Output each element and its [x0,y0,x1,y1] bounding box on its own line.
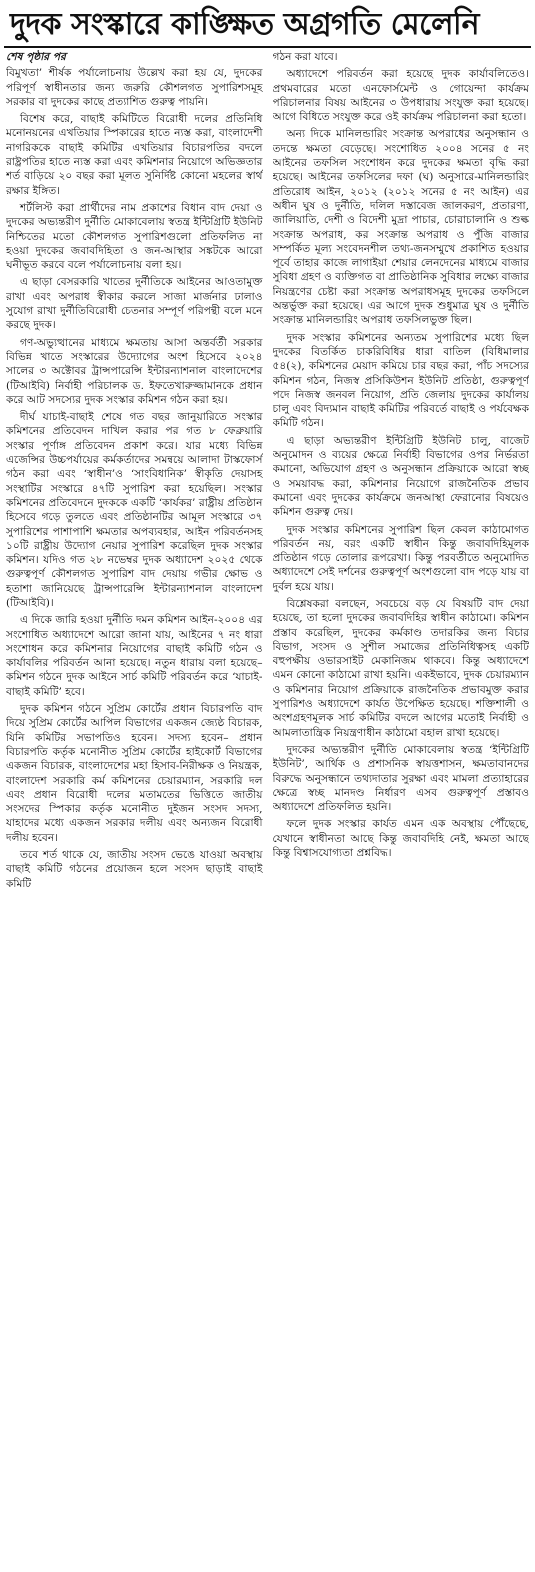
paragraph: শর্টলিস্ট করা প্রার্থীদের নাম প্রকাশের বিধান বাদ দেয়া ও দুদকের অভ্যন্তরীণ দুর্নীতি মোকাবেলায় স্বতন্ত্র ইন্টিগ্রিটি ইউনিট নিশ্চিতের মতো কৌশলগত সুপারিশগুলো প্রতিফলিত না হওয়া দুদকের জবাবদিহিতা ও জন-আস্থার সঙ্কটকে আরো ঘনীভূত করবে বলে পর্যালোচনায় বলা হয়। [6,201,263,272]
paragraph: অধ্যাদেশে পরিবর্তন করা হয়েছে দুদক কার্যাবলিতেও। প্রথমবারের মতো এনফোর্সমেন্ট ও গোয়েন্দা কার্যক্রম পরিচালনার বিষয় আইনের ৩ উপধারায় সংযুক্ত করা হয়েছে। আগে বিধিতে সংযুক্ত করে ওই কার্যক্রম পরিচালনা করা হতো। [272,68,529,124]
paragraph: তবে শর্ত থাকে যে, জাতীয় সংসদ ভেঙে যাওয়া অবস্থায় বাছাই কমিটি গঠনের প্রয়োজন হলে সংসদ ছাড়াই বাছাই কমিটি [6,849,263,890]
paragraph: এ দিকে জারি হওয়া দুর্নীতি দমন কমিশন আইন-২০০৪ এর সংশোধিত অধ্যাদেশে আরো জানা যায়, আইনের ৭ নং ধারা সংশোধন করে কমিশনার নিয়োগের বাছাই কমিটি গঠন ও কার্যাবলির পরিবর্তন আনা হয়েছে। নতুন ধারায় বলা হয়েছে– কমিশন গঠনে দুদক আইনে সার্চ কমিটি পরিবর্তন করে ‘যাচাই-বাছাই কমিটি’ হবে। [6,614,263,698]
dateline-paragraph [6,50,263,109]
paragraph: অন্য দিকে মানিলন্ডারিং সংক্রান্ত অপরাধের অনুসন্ধান ও তদন্তে ক্ষমতা বেড়েছে। সংশোধিত ২০০৪ সনের ৫ নং আইনের তফসিল সংশোধন করে দুদকের ক্ষমতা বৃদ্ধি করা হয়েছে। আইনের তফসিলের দফা (ঘ) অনুসারে-মানিলন্ডারিং প্রতিরোধ আইন, ২০১২ (২০১২ সনের ৫ নং আইন) এর অধীন ঘুষ ও দুর্নীতি, দলিল দস্তাবেজ জালকরণ, প্রতারণা, জালিয়াতি, দেশী ও বিদেশী মুদ্রা পাচার, চোরাচালানি ও শুল্ক সংক্রান্ত অপরাধ, কর সংক্রান্ত অপরাধ ও পুঁজি বাজার সম্পর্কিত মূল্য সংবেদনশীল তথ্য-জনসম্মুখে প্রকাশিত হওয়ার পূর্বে তাহার কাজে লাগাইয়া শেয়ার লেনদেনের মাধ্যমে বাজার সুবিধা গ্রহণ ও ব্যক্তিগত বা প্রাতিষ্ঠানিক সুবিধার লক্ষ্যে বাজার নিয়ন্ত্রণের চেষ্টা করা সংক্রান্ত অপরাধসমূহ দুদকের তফসিলে অন্তর্ভুক্ত করা হয়েছে। এর আগে দুদক শুধুমাত্র ঘুষ ও দুর্নীতি সংক্রান্ত মানিলন্ডারিং অপরাধ তফসিলভুক্ত ছিল। [272,128,529,327]
paragraph: দীর্ঘ যাচাই-বাছাই শেষে গত বছর জানুয়ারিতে সংস্কার কমিশনের প্রতিবেদন দাখিল করার পর গত ৮ ফেব্রুয়ারি সংস্কার পূর্ণাঙ্গ প্রতিবেদন প্রকাশ করে। যার মধ্যে বিভিন্ন এজেন্সির উচ্চপর্যায়ের কর্মকর্তাদের সমন্বয়ে আলাদা টাস্কফোর্স গঠন করা এবং ‘স্বাধীন’ও ‘সাংবিধানিক’ স্বীকৃতি দেয়াসহ সংস্থাটির সংস্কারে ৪৭টি সুপারিশ করা হয়েছিল। সংস্কার কমিশনের প্রতিবেদনে দুদককে একটি ‘কার্যকর’ রাষ্ট্রীয় প্রতিষ্ঠান হিসেবে গড়ে তুলতে এবং প্রতিষ্ঠানটির আমূল সংস্কারে ৩৭ সুপারিশের পাশাপাশি ক্ষমতার অপব্যবহার, আইন পরিবর্তনসহ ১০টি রাষ্ট্রীয় উদ্যোগ নেয়ার সুপারিশ করেছিল দুদক সংস্কার কমিশন। যদিও গত ২৮ নভেম্বর দুদক অধ্যাদেশ ২০২৫ থেকে গুরুত্বপূর্ণ কৌশলগত সুপারিশ বাদ দেয়ায় গভীর ক্ষোভ ও হতাশা জানিয়েছে ট্রান্সপারেন্সি ইন্টারন্যাশনাল বাংলাদেশ (টিআইবি)। [6,411,263,609]
continuation-line: গঠন করা যাবে। [272,51,338,63]
paragraph: বিমুখতা’ শীর্ষক পর্যালোচনায় উল্লেখ করা হয় যে, দুদকের পরিপূর্ণ স্বাধীনতার জন্য জরুরি কৌশলগত সুপারিশসমূহ সরকার বা দুদকের কাছে প্রত্যাশিত গুরুত্ব পায়নি। [6,67,263,108]
paragraph: দুদক সংস্কার কমিশনের অন্যতম সুপারিশের মধ্যে ছিল দুদকের বিতর্কিত চাকরিবিধির ধারা বাতিল (বিধিমালার ৫৪(২), কমিশনের মেয়াদ কমিয়ে চার বছর করা, পাঁচ সদস্যের কমিশন গঠন, নিজস্ব প্রসিকিউশন ইউনিট প্রতিষ্ঠা, গুরুত্বপূর্ণ পদে নিজস্ব জনবল নিয়োগ, প্রতি জেলায় দুদকের কার্যালয় চালু এবং বিদ্যমান বাছাই কমিটির পরিবর্তে বাছাই ও পর্যবেক্ষক কমিটি গঠন। [272,331,529,430]
paragraph: বিশেষ করে, বাছাই কমিটিতে বিরোধী দলের প্রতিনিধি মনোনয়নের এখতিয়ার স্পিকারের হাতে ন্যস্ত করা, বাংলাদেশী নাগরিককে বাছাই কমিটির এখতিয়ার বিচারপতির বদলে রাষ্ট্রপতির হাতে ন্যস্ত করা এবং কমিশনার নিয়োগে অভিজ্ঞতার শর্ত বাড়িয়ে ২০ বছর করা মূলত সুনির্দিষ্ট কোনো মহলের স্বার্থ রক্ষার ইঙ্গিত। [6,113,263,197]
headline-rule [4,46,531,48]
left-column [6,50,263,1572]
paragraph: গণ-অভ্যুত্থানের মাধ্যমে ক্ষমতায় আসা অন্তর্বর্তী সরকার বিভিন্ন খাতে সংস্কারের উদ্যোগের অংশ হিসেবে ২০২৪ সালের ৩ অক্টোবর ট্রান্সপারেন্সি ইন্টারন্যাশনাল বাংলাদেশের (টিআইবি) নির্বাহী পরিচালক ড. ইফতেখারুজ্জামানকে প্রধান করে আট সদস্যের দুদক সংস্কার কমিশন গঠন করা হয়। [6,336,263,406]
headline: দুদক সংস্কারে কাঙ্ক্ষিত অগ্রগতি মেলেনি [10,7,479,42]
right-column [273,50,530,1572]
paragraph: দুদকের অভ্যন্তরীণ দুর্নীতি মোকাবেলায় স্বতন্ত্র ‘ইন্টিগ্রিটি ইউনিট’, আর্থিক ও প্রশাসনিক স্বায়ত্তশাসন, ক্ষমতাবানদের বিরুদ্ধে অনুসন্ধানে তথ্যদাতার সুরক্ষা এবং মামলা প্রত্যাহারের ক্ষেত্রে স্বচ্ছ মানদণ্ড নির্ধারণ এসব গুরুত্বপূর্ণ প্রস্তাবও অধ্যাদেশে প্রতিফলিত হয়নি। [272,743,529,814]
article-body [6,50,529,1572]
paragraph: বিশ্লেষকরা বলছেন, সবচেয়ে বড় যে বিষয়টি বাদ দেয়া হয়েছে, তা হলো দুদকের জবাবদিহির স্বাধীন কাঠামো। কমিশন প্রস্তাব করেছিল, দুদকের কর্মকাণ্ড তদারকির জন্য বিচার বিভাগ, সংসদ ও সুশীল সমাজের প্রতিনিধিত্বসহ একটি বহুপক্ষীয় ওভারসাইট মেকানিজম থাকবে। কিন্তু অধ্যাদেশে এমন কোনো কাঠামো রাখা হয়নি। একইভাবে, দুদক চেয়ারম্যান ও কমিশনার নিয়োগ প্রক্রিয়াকে রাজনৈতিক প্রভাবমুক্ত করার সুপারিশও অধ্যাদেশে কার্যত উপেক্ষিত হয়েছে। শক্তিশালী ও অংশগ্রহণমূলক সার্চ কমিটির বদলে আগের মতোই নির্বাহী ও আমলাতান্ত্রিক নিয়ন্ত্রণাধীন কাঠামো বহাল রাখা হয়েছে। [272,597,529,739]
paragraph: এ ছাড়া অভ্যন্তরীণ ইন্টিগ্রিটি ইউনিট চালু, বাজেট অনুমোদন ও ব্যয়ের ক্ষেত্রে নির্বাহী বিভাগের ওপর নির্ভরতা কমানো, অভিযোগ গ্রহণ ও অনুসন্ধান প্রক্রিয়াকে আরো স্বচ্ছ ও সময়াবদ্ধ করা, কমিশনার নিয়োগে রাজনৈতিক প্রভাব কমানো এবং দুদকের কার্যক্রমে জনআস্থা ফেরানোর বিষয়েও কমিশন গুরুত্ব দেয়। [272,434,529,519]
dateline: শেষ পৃষ্ঠার পর [6,51,66,63]
paragraph: দুদক সংস্কার কমিশনের সুপারিশ ছিল কেবল কাঠামোগত পরিবর্তন নয়, বরং একটি স্বাধীন কিন্তু জবাবদিহিমূলক প্রতিষ্ঠান গড়ে তোলার রূপরেখা। কিন্তু পরবর্তীতে অনুমোদিত অধ্যাদেশে সেই দর্শনের গুরুত্বপূর্ণ অংশগুলো বাদ পড়ে যায় বা দুর্বল হয়ে যায়। [272,523,529,593]
paragraph: দুদক কমিশন গঠনে সুপ্রিম কোর্টের প্রধান বিচারপতি বাদ দিয়ে সুপ্রিম কোর্টের আপিল বিভাগের একজন জ্যেষ্ঠ বিচারক, যিনি কমিটির সভাপতিও হবেন। সদস্য হবেন– প্রধান বিচারপতি কর্তৃক মনোনীত সুপ্রিম কোর্টের হাইকোর্ট বিভাগের একজন বিচারক, বাংলাদেশের মহা হিসাব-নিরীক্ষক ও নিয়ন্ত্রক, বাংলাদেশ সরকারি কর্ম কমিশনের চেয়ারম্যান, সরকারি দল এবং প্রধান বিরোধী দলের মতামতের ভিত্তিতে জাতীয় সংসদের স্পিকার কর্তৃক মনোনীত দুইজন সংসদ সদস্য, যাহাদের মধ্যে একজন সরকার দলীয় এবং অন্যজন বিরোধী দলীয় হবেন। [6,703,263,844]
paragraph: এ ছাড়া বেসরকারি খাতের দুর্নীতিকে আইনের আওতামুক্ত রাখা এবং অপরাধ স্বীকার করলে সাজা মার্জনার ঢালাও সুযোগ রাখা দুর্নীতিবিরোধী চেতনার সম্পূর্ণ পরিপন্থী বলে মনে করছে দুদক। [6,276,263,332]
paragraph: ফলে দুদক সংস্কার কার্যত এমন এক অবস্থায় পৌঁছেছে, যেখানে স্বাধীনতা আছে কিন্তু জবাবদিহি নেই, ক্ষমতা আছে কিন্তু বিশ্বাসযোগ্যতা প্রশ্নবিদ্ধ। [272,818,529,860]
